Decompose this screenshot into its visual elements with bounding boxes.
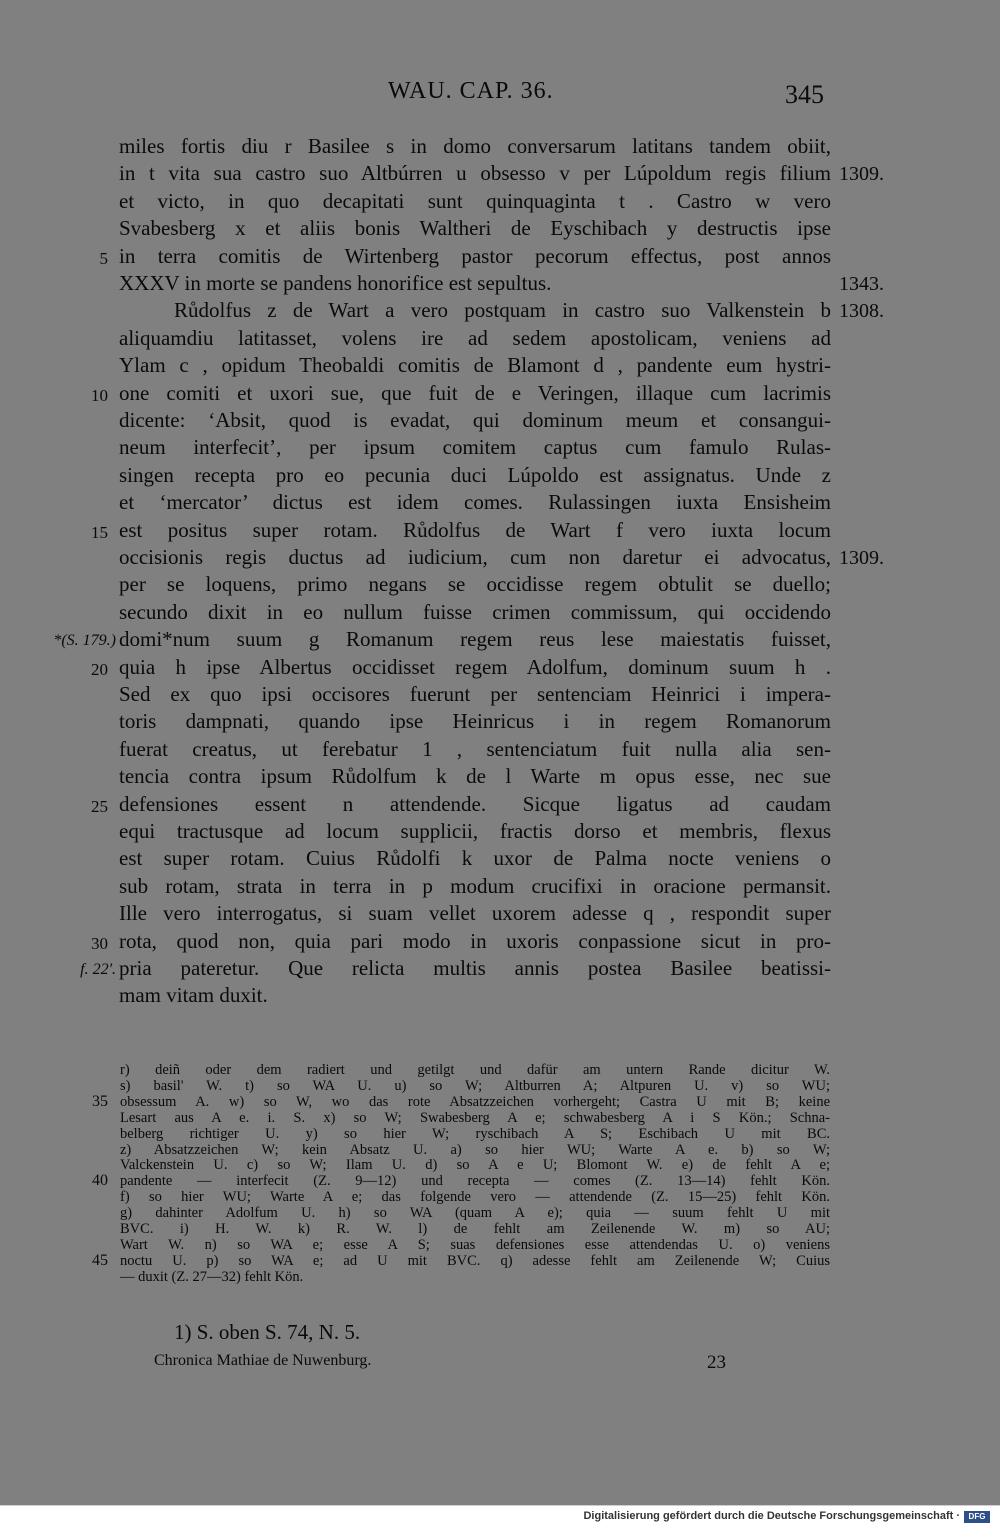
footnote-text: belberg richtiger U. y) so hier W; ryschibach A S; Eschibach U mit BC.: [120, 1125, 830, 1142]
footnote-text: z) Absatzzeichen W; kein Absatz U. a) so hier WU; Warte A e. b) so W;: [120, 1141, 830, 1158]
footnote-line: [0, 1189, 1000, 1205]
text-line: [0, 490, 1000, 517]
footnote-text: s) basil' W. t) so WA U. u) so W; Altburren A; Altpuren U. v) so WU;: [120, 1077, 830, 1094]
line-text: et victo, in quo decapitati sunt quinquaginta t . Castro w vero: [119, 188, 831, 213]
text-line: [0, 819, 1000, 846]
line-text: tencia contra ipsum Růdolfum k de l Warte m opus esse, nec sue: [119, 764, 831, 789]
text-line: [0, 463, 1000, 490]
text-line: [0, 518, 1000, 545]
reference-note: 1) S. oben S. 74, N. 5.: [174, 1320, 361, 1344]
dfg-logo: DFG: [964, 1511, 990, 1523]
text-line: [0, 901, 1000, 928]
line-text: occisionis regis ductus ad iudicium, cum non daretur ei advocatus,: [119, 545, 831, 569]
line-text: in t vita sua castro suo Altbúrren u obsesso v per Lúpoldum regis filium: [119, 161, 831, 186]
footnote-text: Lesart aus A e. i. S. x) so W; Swabesberg A e; schwabesberg A i S Kön.; Schna-: [120, 1109, 830, 1126]
footnote-text: — duxit (Z. 27—32) fehlt Kön.: [120, 1268, 304, 1285]
line-number: 30: [91, 933, 108, 953]
footnote-text: Valckenstein U. c) so W; Ilam U. d) so A e U; Blomont W. e) de fehlt A e;: [120, 1157, 830, 1174]
text-line: [0, 846, 1000, 873]
line-text: toris dampnati, quando ipse Heinricus i in regem Romanorum: [119, 709, 831, 734]
footnote-text: g) dahinter Adolfum U. h) so WA (quam A e); quia — suum fehlt U mit: [120, 1205, 830, 1222]
dfg-banner: [0, 1505, 1000, 1528]
line-number: 45: [92, 1251, 108, 1269]
text-line: [0, 764, 1000, 791]
text-line: [0, 408, 1000, 435]
line-number: 20: [91, 659, 108, 679]
line-text: in terra comitis de Wirtenberg pastor pecorum effectus, post annos: [119, 243, 831, 268]
margin-year: 1343.: [839, 273, 884, 295]
text-line: [0, 298, 1000, 325]
line-text: rota, quod non, quia pari modo in uxoris conpassione sicut in pro-: [119, 928, 831, 953]
footnote-text: BVC. i) H. W. k) R. W. l) de fehlt am Zeilenende W. m) so AU;: [120, 1221, 830, 1237]
margin-year: 1309.: [839, 547, 884, 569]
line-text: secundo dixit in eo nullum fuisse crimen commissum, qui occidendo: [119, 599, 831, 624]
text-line: [0, 161, 1000, 188]
line-number: 10: [91, 385, 108, 405]
footer-title: Chronica Mathiae de Nuwenburg.: [154, 1352, 372, 1369]
page-number: 345: [785, 80, 824, 109]
text-line: [0, 545, 1000, 572]
margin-year: 1309.: [839, 163, 884, 186]
line-text: domi*num suum g Romanum regem reus lese maiestatis fuisset,: [119, 627, 831, 652]
text-line: [0, 244, 1000, 271]
line-text: dicente: ‘Absit, quod is evadat, qui dominum meum et consangui-: [119, 408, 831, 432]
text-line: [0, 134, 1000, 161]
running-head: WAU. CAP. 36.: [388, 78, 554, 104]
signature-mark: 23: [707, 1352, 726, 1373]
text-line: [0, 271, 1000, 298]
margin-reference: *(S. 179.): [53, 632, 116, 650]
line-text: pria pateretur. Que relicta multis annis postea Basilee beatissi-: [119, 956, 831, 980]
margin-reference: f. 22'.: [80, 961, 116, 978]
footnote-line: [0, 1094, 1000, 1110]
line-text: defensiones essent n attendende. Sicque ligatus ad caudam: [119, 791, 831, 816]
text-line: [0, 326, 1000, 353]
line-text: singen recepta pro eo pecunia duci Lúpoldo est assignatus. Unde z: [119, 462, 831, 487]
footnote-line: [0, 1173, 1000, 1189]
text-line: [0, 792, 1000, 819]
footnote-line: [0, 1253, 1000, 1269]
line-number: 40: [92, 1172, 108, 1190]
text-line: [0, 682, 1000, 709]
text-line: [0, 983, 1000, 1010]
text-line: [0, 929, 1000, 956]
line-text: Růdolfus z de Wart a vero postquam in castro suo Valkenstein b: [174, 298, 831, 323]
line-text: Ille vero interrogatus, si suam vellet uxorem adesse q , respondit super: [119, 901, 831, 926]
footnote-text: f) so hier WU; Warte A e; das folgende vero — attendende (Z. 15—25) fehlt Kön.: [120, 1189, 830, 1206]
line-text: Ylam c , opidum Theobaldi comitis de Blamont d , pandente eum hystri-: [119, 353, 831, 378]
text-line: [0, 600, 1000, 627]
text-line: [0, 435, 1000, 462]
footnote-line: [0, 1221, 1000, 1237]
line-number: 15: [91, 522, 108, 542]
line-text: one comiti et uxori sue, que fuit de e Veringen, illaque cum lacrimis: [119, 380, 831, 405]
line-text: sub rotam, strata in terra in p modum crucifixi in oracione permansit.: [119, 873, 831, 898]
line-text: quia h ipse Albertus occidisset regem Adolfum, dominum suum h .: [119, 654, 831, 679]
line-text: Sed ex quo ipsi occisores fuerunt per sentenciam Heinrici i impera-: [119, 682, 831, 706]
line-text: fuerat creatus, ut ferebatur 1 , sentenciatum fuit nulla alia sen-: [119, 736, 831, 761]
footnote-text: obsessum A. w) so W, wo das rote Absatzzeichen vorhergeht; Castra U mit B; keine: [120, 1093, 830, 1110]
line-text: neum interfecit’, per ipsum comitem captus cum famulo Rulas-: [119, 435, 831, 460]
footnote-text: r) deiñ oder dem radiert und getilgt und dafür am untern Rande dicitur W.: [120, 1062, 830, 1078]
text-line: [0, 381, 1000, 408]
dfg-credit: Digitalisierung gefördert durch die Deutsche Forschungsgemeinschaft ·: [583, 1510, 960, 1522]
footnote-line: [0, 1205, 1000, 1221]
text-line: [0, 655, 1000, 682]
text-line: [0, 189, 1000, 216]
line-text: aliquamdiu latitasset, volens ire ad sedem apostolicam, veniens ad: [119, 325, 831, 350]
line-text: Svabesberg x et aliis bonis Waltheri de Eyschibach y destructis ipse: [119, 216, 831, 241]
footnote-line: [0, 1126, 1000, 1142]
footnote-line: [0, 1157, 1000, 1173]
footnote-text: noctu U. p) so WA e; ad U mit BVC. q) adesse fehlt am Zeilenende W; Cuius: [120, 1252, 830, 1269]
text-line: [0, 737, 1000, 764]
line-number: 35: [92, 1092, 108, 1110]
line-text: mam vitam duxit.: [119, 983, 268, 1008]
footnote-text: pandente — interfecit (Z. 9—12) und recepta — comes (Z. 13—14) fehlt Kön.: [120, 1173, 830, 1190]
footnote-line: [0, 1142, 1000, 1158]
text-line: [0, 216, 1000, 243]
margin-year: 1308.: [839, 300, 884, 323]
footnote-line: [0, 1062, 1000, 1078]
footnote-text: Wart W. n) so WA e; esse A S; suas defensiones esse attendendas U. o) veniens: [120, 1236, 830, 1253]
line-text: equi tractusque ad locum supplicii, fractis dorso et membris, flexus: [119, 819, 831, 843]
line-text: XXXV in morte se pandens honorifice est sepultus.: [119, 271, 552, 295]
footnote-line: [0, 1269, 1000, 1285]
line-number: 25: [91, 796, 108, 816]
text-line: [0, 874, 1000, 901]
line-text: est super rotam. Cuius Růdolfi k uxor de Palma nocte veniens o: [119, 846, 831, 871]
line-number: 5: [99, 248, 108, 268]
text-line: [0, 627, 1000, 654]
footnote-line: [0, 1237, 1000, 1253]
line-text: miles fortis diu r Basilee s in domo conversarum latitans tandem obiit,: [119, 134, 831, 158]
text-line: [0, 956, 1000, 983]
line-text: est positus super rotam. Růdolfus de Wart f vero iuxta locum: [119, 517, 831, 542]
line-text: per se loquens, primo negans se occidisse regem obtulit se duello;: [119, 572, 831, 597]
text-line: [0, 572, 1000, 599]
footnote-line: [0, 1078, 1000, 1094]
footnote-line: [0, 1110, 1000, 1126]
text-line: [0, 709, 1000, 736]
line-text: et ‘mercator’ dictus est idem comes. Rulassingen iuxta Ensisheim: [119, 490, 831, 515]
text-line: [0, 353, 1000, 380]
